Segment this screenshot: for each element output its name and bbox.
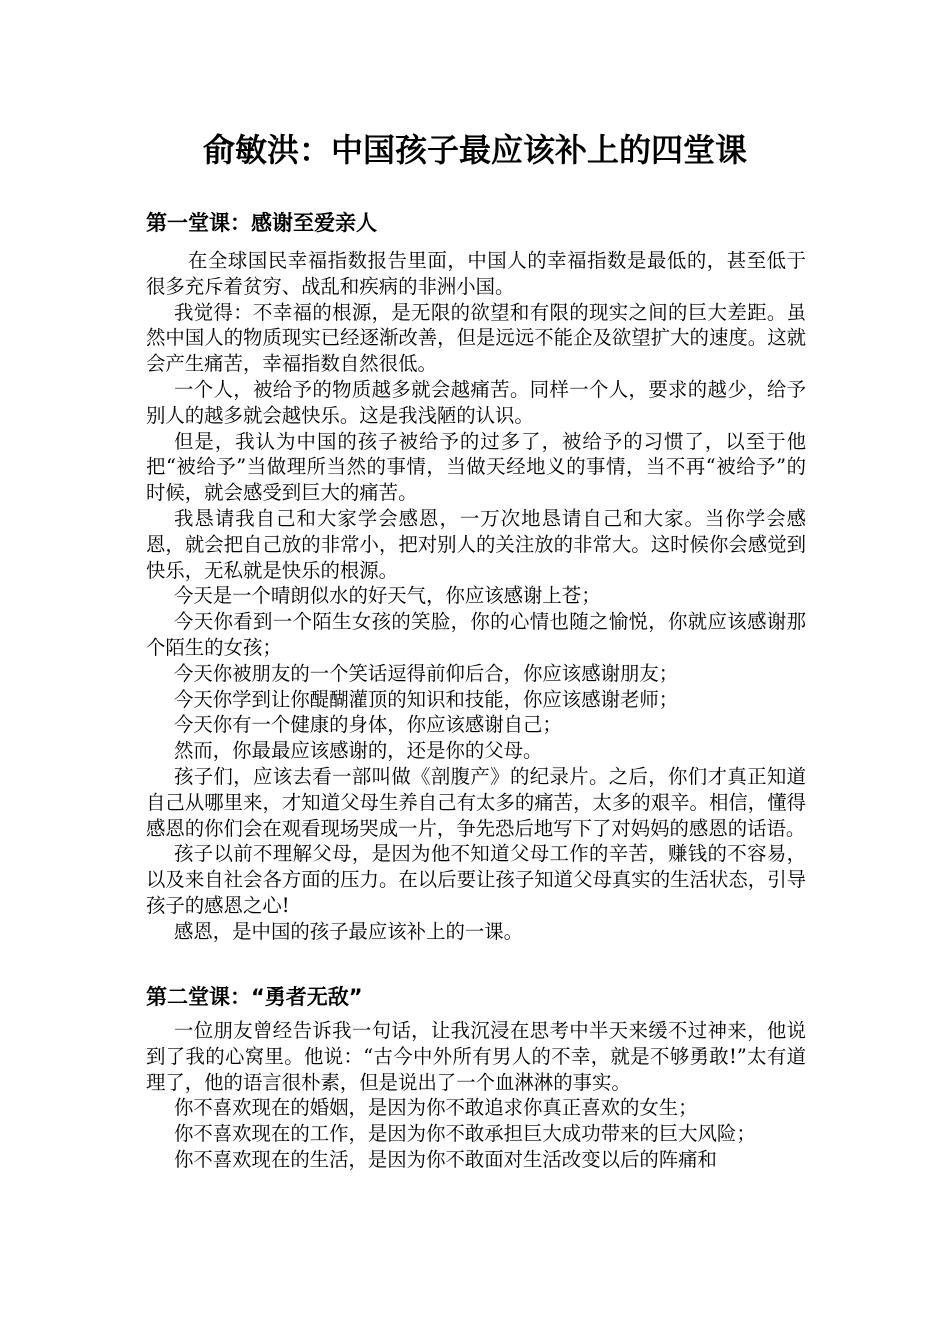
paragraph: 但是，我认为中国的孩子被给予的过多了，被给予的习惯了，以至于他把“被给予”当做理所当然的事情，当做天经地义的事情，当不再“被给予”的时候，就会感受到巨大的痛苦。 (146, 429, 806, 505)
section-1-heading: 第一堂课：感谢至爱亲人 (146, 211, 377, 235)
section-2-body (146, 1018, 806, 1173)
paragraph: 你不喜欢现在的生活，是因为你不敢面对生活改变以后的阵痛和 (174, 1147, 717, 1171)
document-title: 俞敏洪：中国孩子最应该补上的四堂课 (202, 131, 747, 169)
paragraph: 一位朋友曾经告诉我一句话，让我沉浸在思考中半天来缓不过神来，他说到了我的心窝里。他说：“古今中外所有男人的不幸，就是不够勇敢!”太有道理了，他的语言很朴素，但是说出了一个血淋淋的事实。 (146, 1019, 806, 1094)
paragraph: 孩子以前不理解父母，是因为他不知道父母工作的辛苦，赚钱的不容易，以及来自社会各方面的压力。在以后要让孩子知道父母真实的生活状态，引导孩子的感恩之心! (146, 842, 806, 917)
paragraph: 今天是一个晴朗似水的好天气，你应该感谢上苍； (174, 584, 601, 608)
paragraph: 今天你看到一个陌生女孩的笑脸，你的心情也随之愉悦，你就应该感谢那个陌生的女孩； (146, 610, 806, 659)
paragraph: 今天你学到让你醍醐灌顶的知识和技能，你应该感谢老师； (174, 687, 679, 711)
paragraph: 你不喜欢现在的婚姻，是因为你不敢追求你真正喜欢的女生； (174, 1096, 698, 1120)
paragraph: 今天你有一个健康的身体，你应该感谢自己； (174, 713, 562, 737)
paragraph: 你不喜欢现在的工作，是因为你不敢承担巨大成功带来的巨大风险； (174, 1122, 756, 1146)
paragraph: 我觉得：不幸福的根源，是无限的欲望和有限的现实之间的巨大差距。虽然中国人的物质现实已经逐渐改善，但是远远不能企及欲望扩大的速度。这就会产生痛苦，幸福指数自然很低。 (146, 300, 806, 376)
paragraph: 一个人，被给予的物质越多就会越痛苦。同样一个人，要求的越少，给予别人的越多就会越快乐。这是我浅陋的认识。 (146, 377, 806, 427)
paragraph: 今天你被朋友的一个笑话逗得前仰后合，你应该感谢朋友； (174, 661, 679, 685)
paragraph: 感恩，是中国的孩子最应该补上的一课。 (174, 919, 524, 943)
paragraph: 我恳请我自己和大家学会感恩，一万次地恳请自己和大家。当你学会感恩，就会把自己放的非常小，把对别人的关注放的非常大。这时候你会感觉到快乐，无私就是快乐的根源。 (146, 506, 806, 582)
section-1-body (146, 248, 806, 945)
paragraph: 孩子们，应该去看一部叫做《剖腹产》的纪录片。之后，你们才真正知道自己从哪里来，才知道父母生养自己有太多的痛苦，太多的艰辛。相信，懂得感恩的你们会在观看现场哭成一片，争先恐后地写下了对妈妈的感恩的话语。 (146, 764, 806, 840)
section-2-heading: 第二堂课：“勇者无敌” (146, 985, 363, 1009)
paragraph: 然而，你最最应该感谢的，还是你的父母。 (174, 739, 543, 763)
paragraph: 在全球国民幸福指数报告里面，中国人的幸福指数是最低的，甚至低于很多充斥着贫穷、战乱和疾病的非洲小国。 (146, 249, 806, 298)
